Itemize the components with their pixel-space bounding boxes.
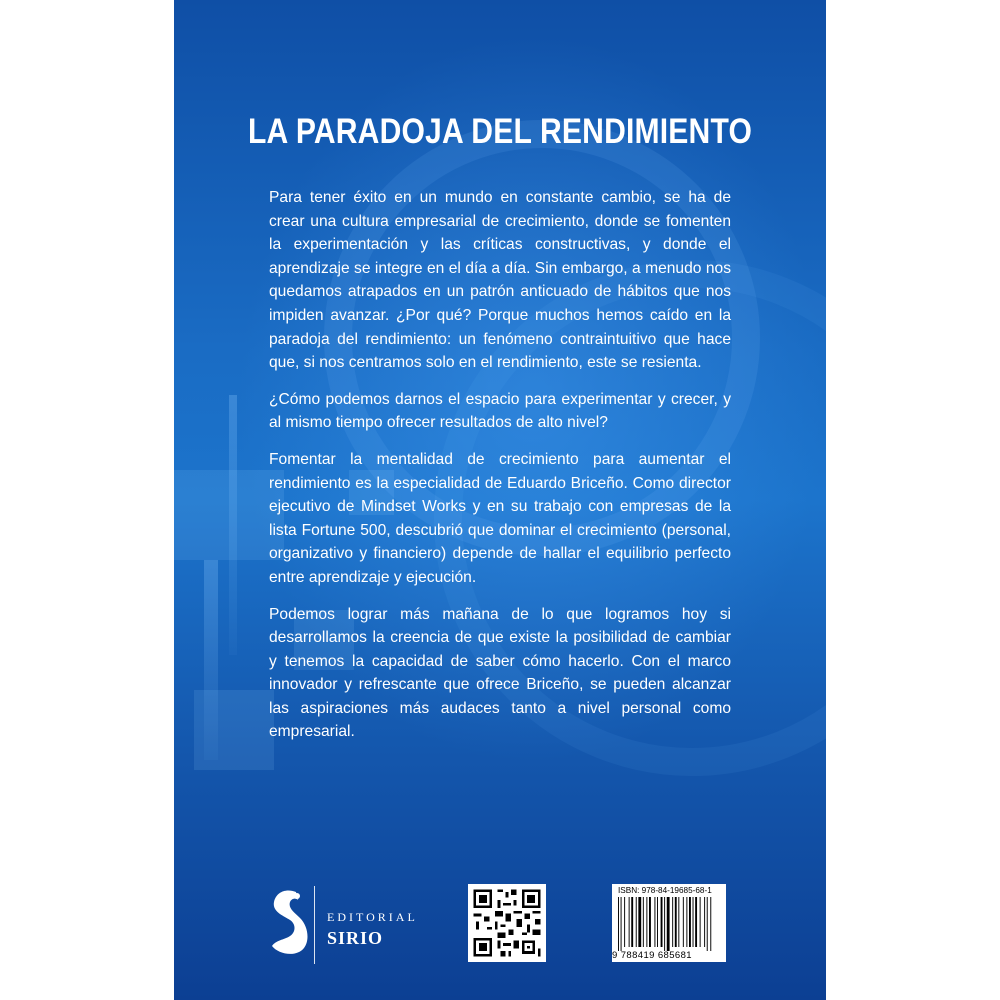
barcode-bar	[654, 897, 655, 947]
barcode-bar	[636, 897, 637, 947]
barcode-bar	[710, 897, 711, 951]
synopsis-paragraph-2: ¿Cómo podemos darnos el espacio para experimentar y crecer, y al mismo tiempo ofrecer resultados de alto nivel?	[269, 390, 731, 432]
barcode-bar	[664, 897, 665, 951]
barcode-bar	[661, 897, 663, 947]
barcode-bars	[616, 897, 722, 951]
barcode-bar	[621, 897, 622, 951]
barcode-bar	[693, 897, 694, 947]
synopsis-paragraph-3: Fomentar la mentalidad de crecimiento para aumentar el rendimiento es la especialidad de Eduardo Briceño. Como director ejecutivo de Mindset Works y en su trabajo con empresas de la lista Fortune 500, descubrió que dominar el crecimiento (personal, organizativo y financiero) depende de hallar el equilibrio perfecto entre aprendizaje y ejecución.	[269, 450, 731, 586]
barcode-bar	[629, 897, 630, 947]
decorative-square	[174, 470, 284, 560]
synopsis-paragraph-4: Podemos lograr más mañana de lo que logramos hoy si desarrollamos la creencia de que existe la posibilidad de cambiar y tenemos la capacidad de saber cómo hacerlo. Con el marco innovador y refrescante que ofrece Briceño, se pueden alcanzar las aspiraciones más audaces tanto a nivel personal como empresarial.	[269, 605, 731, 741]
logo-divider	[314, 886, 315, 964]
barcode-bar	[689, 897, 691, 947]
synopsis	[269, 186, 731, 757]
barcode-bar	[675, 897, 677, 947]
barcode-bar	[707, 897, 708, 951]
barcode-bar	[667, 897, 670, 951]
barcode-bar	[649, 897, 651, 947]
barcode-bar	[657, 897, 658, 947]
barcode-bar	[643, 897, 644, 947]
book-back-cover	[174, 0, 826, 1000]
barcode-bar	[700, 897, 701, 947]
book-title: LA PARADOJA DEL RENDIMIENTO	[247, 112, 753, 151]
cover-footer	[174, 880, 826, 980]
isbn-barcode	[612, 884, 726, 962]
barcode-bar	[646, 897, 647, 947]
swan-logo-icon	[266, 886, 310, 960]
decorative-bar	[204, 560, 218, 760]
barcode-bar	[704, 897, 705, 947]
barcode-bar	[631, 897, 633, 947]
barcode-bar	[695, 897, 697, 947]
isbn-label: ISBN: 978-84-19685-68-1	[618, 886, 712, 895]
barcode-bar	[672, 897, 673, 947]
barcode-bar	[624, 897, 625, 947]
qr-code-icon	[468, 884, 546, 962]
barcode-bar	[638, 897, 641, 947]
barcode-digits: 9 788419 685681	[612, 950, 692, 961]
publisher-line-1: EDITORIAL	[327, 910, 418, 924]
barcode-bar	[686, 897, 687, 947]
decorative-bar	[229, 395, 237, 655]
synopsis-paragraph-1: Para tener éxito en un mundo en constante cambio, se ha de crear una cultura empresarial de crecimiento, donde se fomenten la experimentación y las críticas constructivas, y donde el aprendizaje se integre en el día a día. Sin embargo, a menudo nos quedamos atrapados en un patrón anticuado de hábitos que nos impiden avanzar. ¿Por qué? Porque muchos hemos caído en la paradoja del rendimiento: un fenómeno contraintuitivo que hace que, si nos centramos solo en el rendimiento, este se resienta.	[269, 189, 731, 372]
barcode-bar	[683, 897, 684, 947]
barcode-bar	[618, 897, 619, 951]
decorative-square	[194, 690, 274, 770]
publisher-line-2: SIRIO	[327, 928, 384, 948]
barcode-bar	[678, 897, 679, 947]
